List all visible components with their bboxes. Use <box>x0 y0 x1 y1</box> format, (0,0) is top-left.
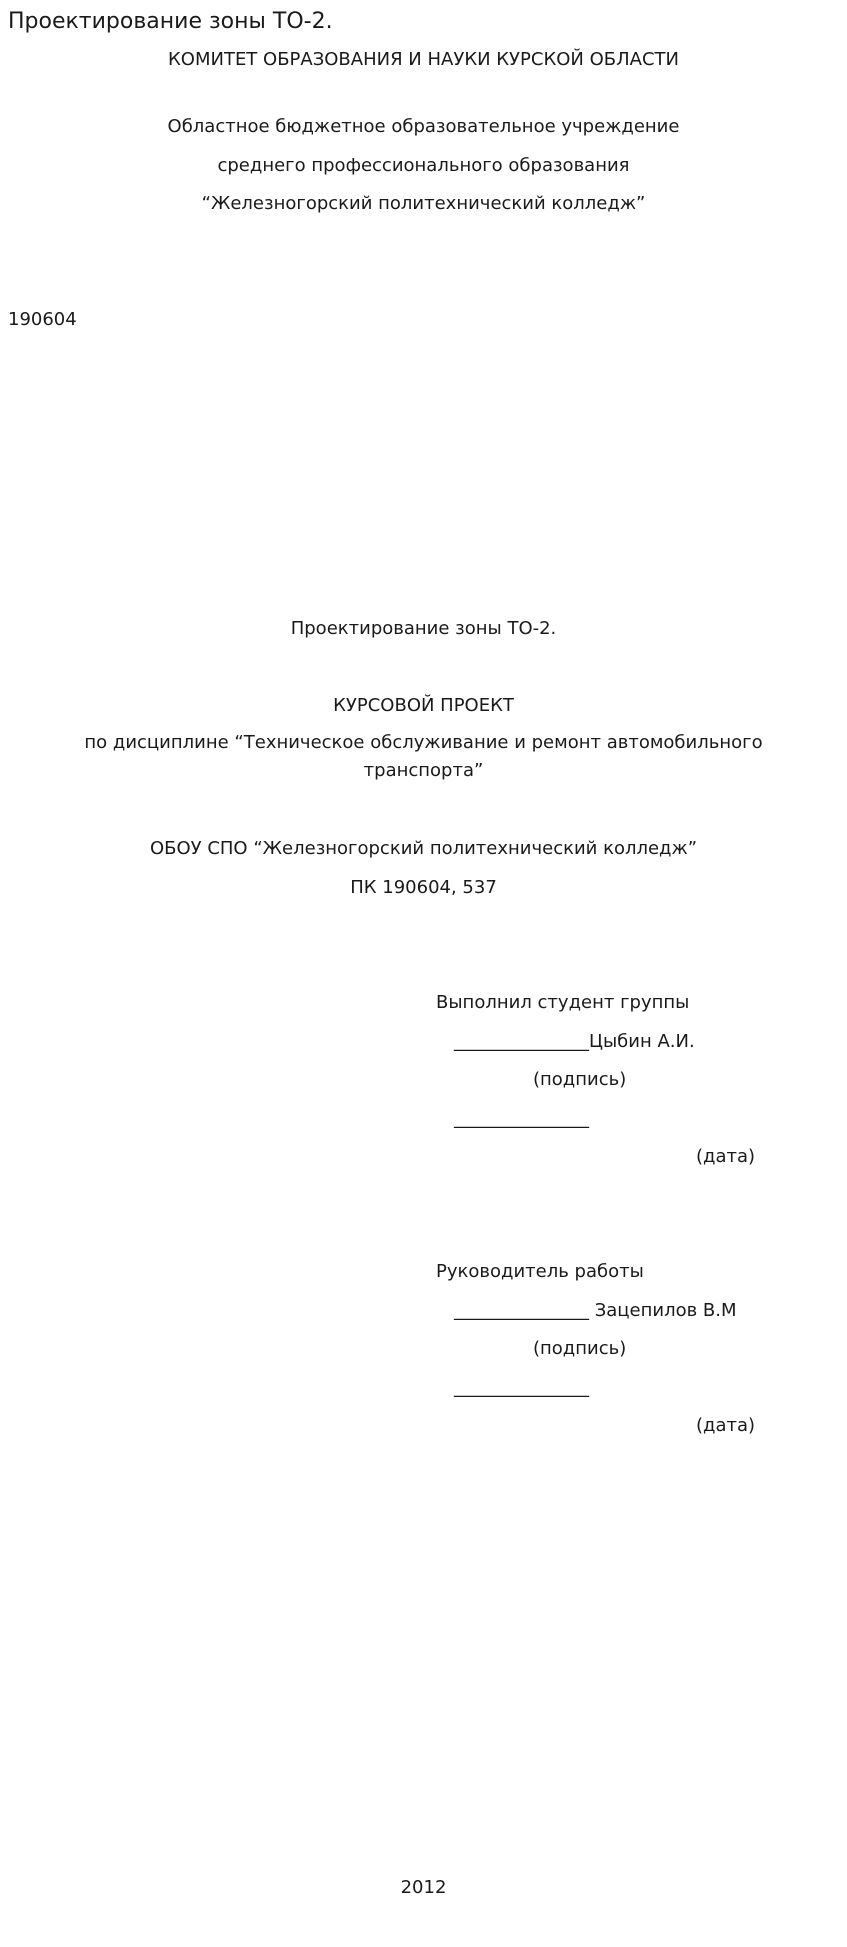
pk-code: ПК 190604, 537 <box>350 877 497 898</box>
supervisor-date-caption: (дата) <box>696 1415 756 1436</box>
project-topic: Проектирование зоны ТО-2. <box>290 618 557 639</box>
student-name-line: _______________Цыбин А.И. <box>454 1031 695 1052</box>
institution-line-3: “Железногорский политехнический колледж” <box>201 193 646 214</box>
student-date-line: _______________ <box>454 1108 589 1129</box>
specialty-code: 190604 <box>8 309 77 330</box>
work-type: КУРСОВОЙ ПРОЕКТ <box>333 695 514 716</box>
year: 2012 <box>400 1877 447 1898</box>
supervisor-signature-caption: (подпись) <box>533 1338 627 1359</box>
supervisor-label: Руководитель работы <box>436 1261 644 1282</box>
student-signature-caption: (подпись) <box>533 1069 627 1090</box>
organization-line: ОБОУ СПО “Железногорский политехнический колледж” <box>149 838 698 859</box>
supervisor-date-line: _______________ <box>454 1377 589 1398</box>
discipline-line: по дисциплине “Техническое обслуживание и ремонт автомобильного транспорта” <box>84 732 763 781</box>
institution-line-2: среднего профессионального образования <box>217 155 630 176</box>
student-label: Выполнил студент группы <box>436 992 690 1013</box>
institution-line-1: Областное бюджетное образовательное учреждение <box>167 116 680 137</box>
page-title: Проектирование зоны ТО-2. <box>8 9 333 34</box>
committee-heading: КОМИТЕТ ОБРАЗОВАНИЯ И НАУКИ КУРСКОЙ ОБЛАСТИ <box>168 49 679 70</box>
student-date-caption: (дата) <box>696 1146 756 1167</box>
supervisor-name-line: _______________ Зацепилов В.М <box>454 1300 737 1321</box>
